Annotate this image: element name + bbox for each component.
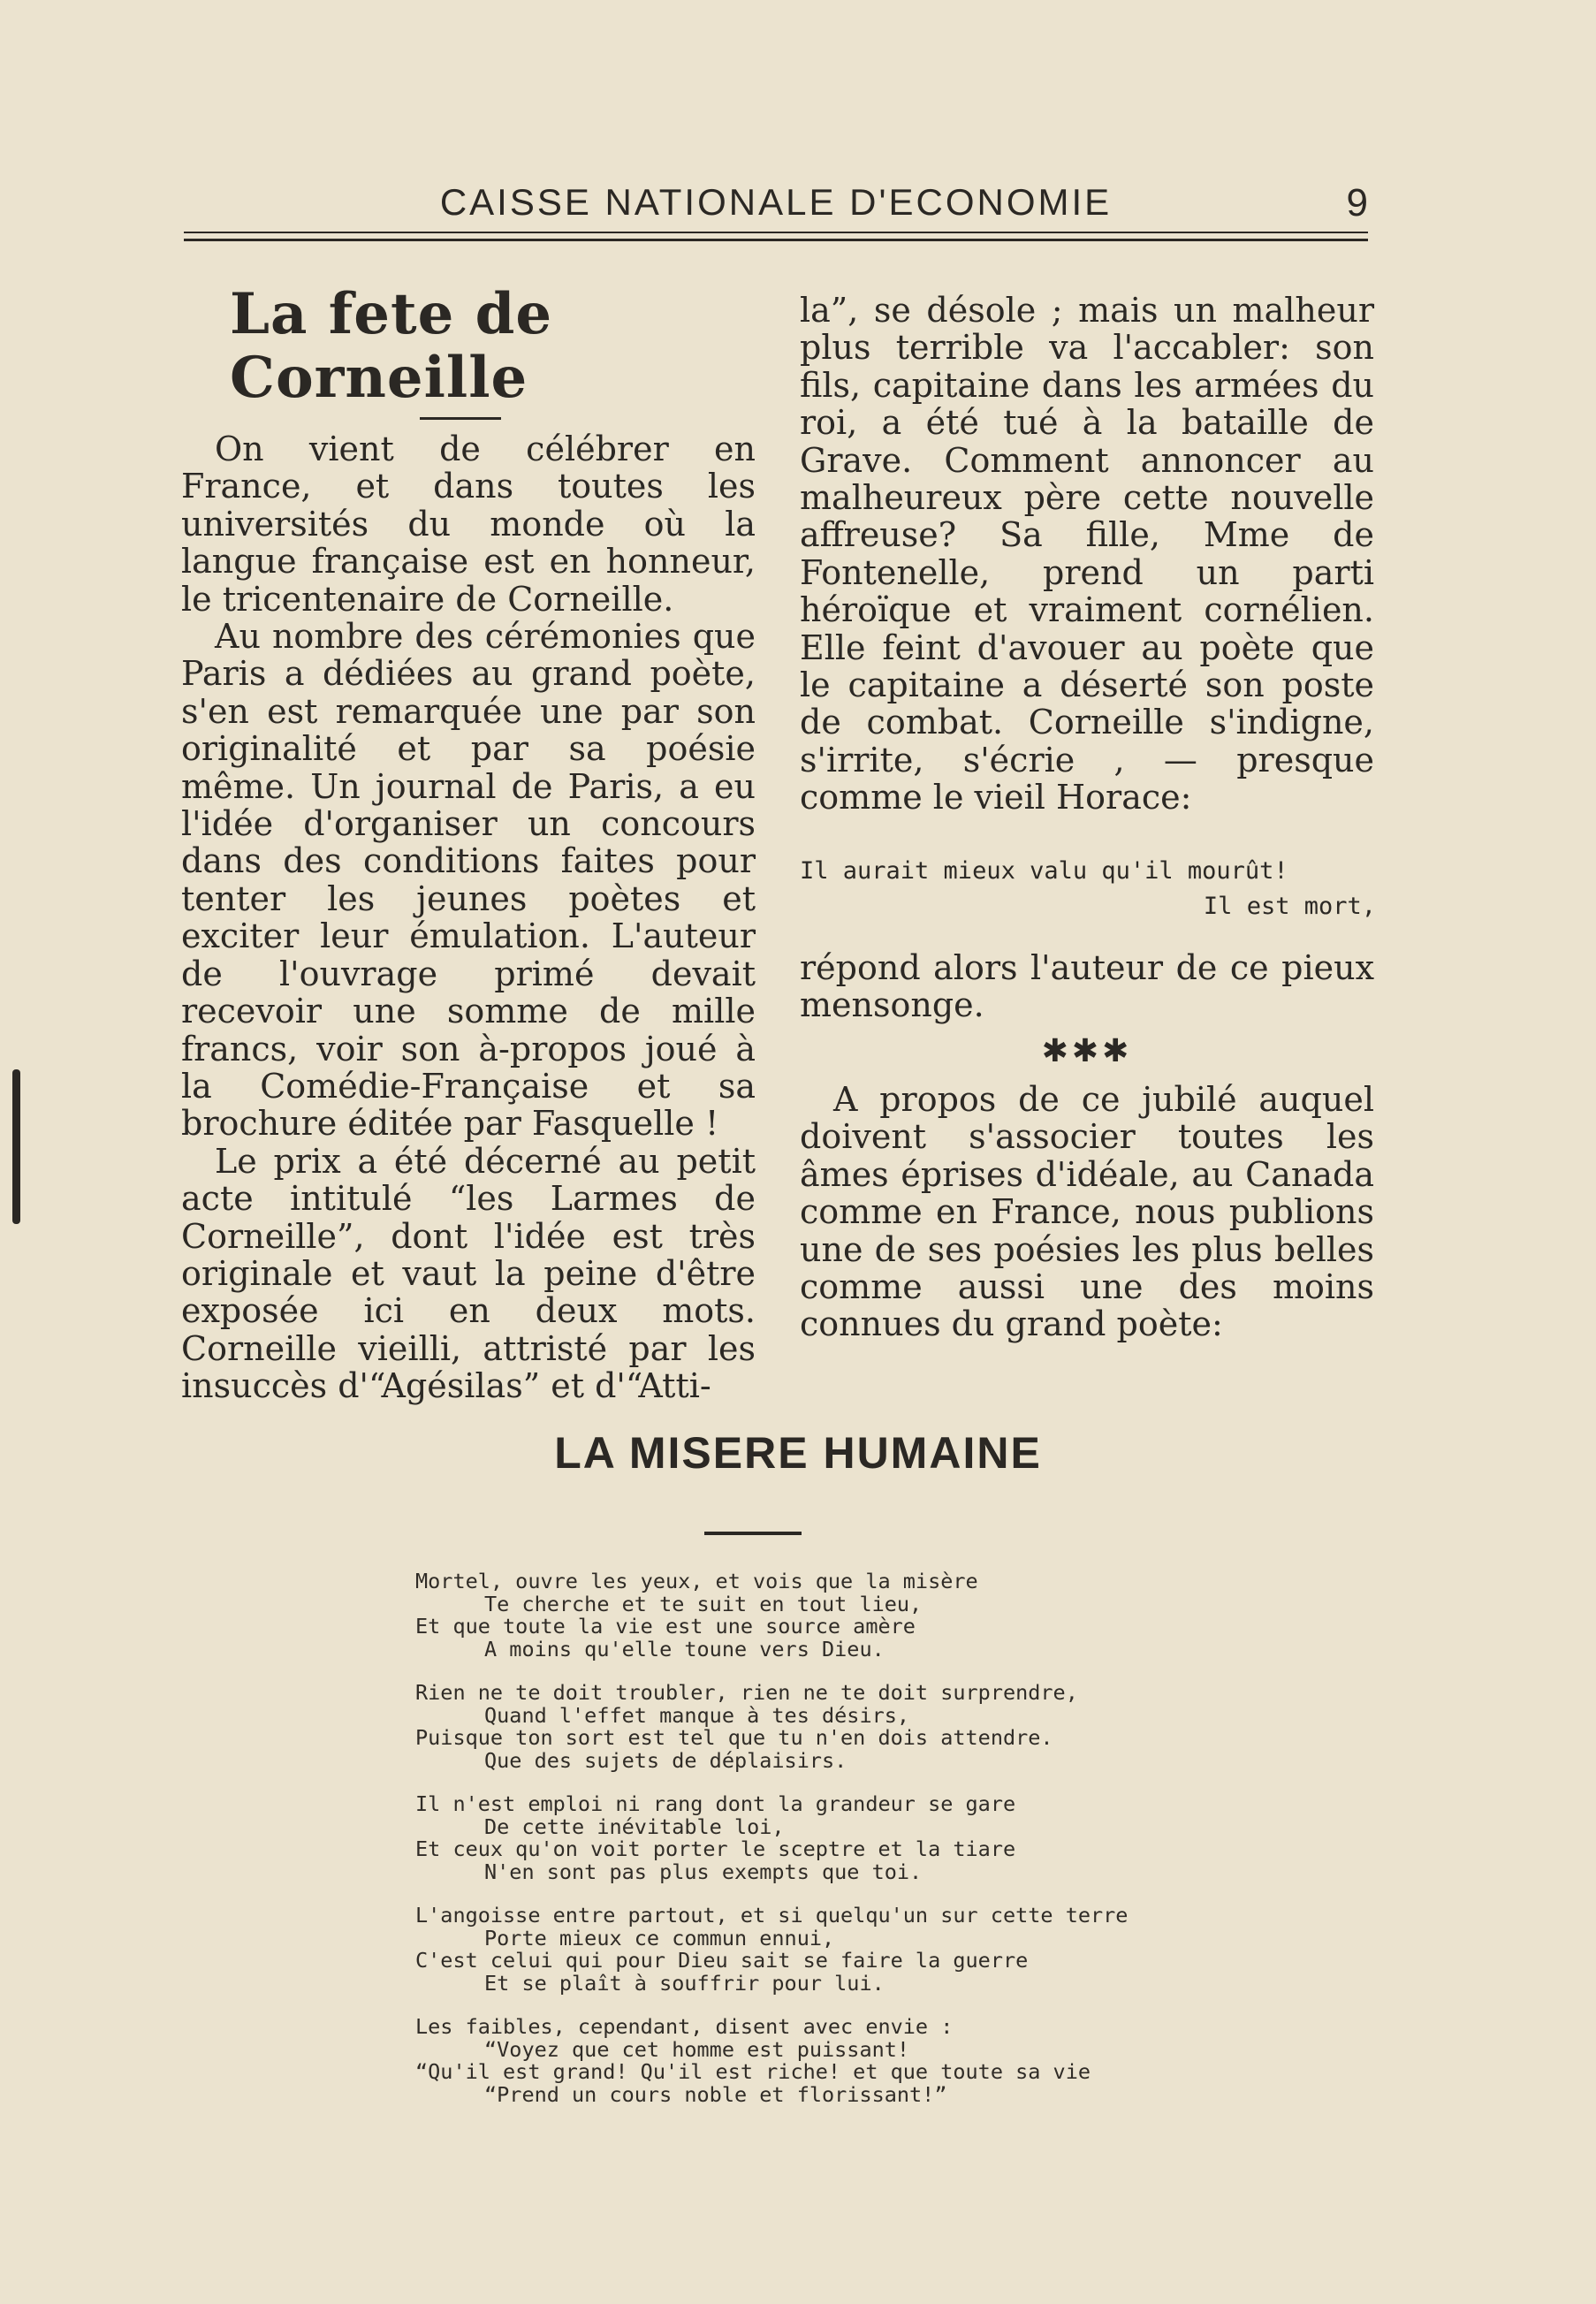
verse: Te cherche et te suit en tout lieu, — [484, 1591, 923, 1616]
left-column — [181, 283, 756, 1405]
paragraph: Au nombre des cérémonies que Paris a dédiées au grand poète, s'en est remarquée une par son originalité et par sa poésie même. Un journal de Paris, a eu l'idée d'organiser un concours dans des conditions faites pour tenter les jeunes poètes et exciter leur émulation. L'auteur de l'ouvrage primé devait recevoir une somme de mille francs, voir son à-propos joué à la Comédie-Française et sa brochure éditée par Fasquelle ! — [181, 617, 756, 1144]
verse: A moins qu'elle toune vers Dieu. — [484, 1636, 885, 1661]
running-header — [184, 181, 1368, 234]
verse: Et ceux qu'on voit porter le sceptre et la tiare — [415, 1836, 1016, 1861]
verse: Et se plaît à souffrir pour lui. — [484, 1970, 885, 1996]
title-divider — [420, 417, 501, 420]
paragraph: On vient de célébrer en France, et dans toutes les universités du monde où la langue française est en honneur, le tricentenaire de Corneille. — [181, 430, 756, 619]
right-column — [800, 292, 1374, 1343]
stanza — [415, 1682, 1246, 1772]
section-separator: ✱✱✱ — [1041, 1032, 1133, 1069]
paragraph: la”, se désole ; mais un malheur plus terrible va l'accabler: son fils, capitaine dans les armées du roi, a été tué à la bataille de Grave. Comment annoncer au malheureux père cette nouvelle affreuse? Sa fille, Mme de Fontenelle, prend un parti héroïque et vraiment cornélien. Elle feint d'avouer au poète que le capitaine a déserté son poste de combat. Corneille s'indigne, s'irrite, s'écrie , — presque comme le vieil Horace: — [800, 291, 1374, 817]
poem-title-divider — [704, 1532, 802, 1535]
verse: Il n'est emploi ni rang dont la grandeur se gare — [415, 1791, 1016, 1816]
verse: L'angoisse entre partout, et si quelqu'un sur cette terre — [415, 1903, 1129, 1928]
verse: Quand l'effet manque à tes désirs, — [484, 1702, 910, 1728]
paragraph: A propos de ce jubilé auquel doivent s'associer toutes les âmes éprises d'idéale, au Canada comme en France, nous publions une de ses poésies les plus belles comme aussi une des moins connues du grand poète: — [800, 1079, 1374, 1344]
quote-line: Il est mort, — [1203, 892, 1376, 920]
header-rule-thick — [184, 239, 1368, 241]
article-title: La fete de Corneille — [230, 281, 553, 411]
paragraph: Le prix a été décerné au petit acte intitulé “les Larmes de Corneille”, dont l'idée est très originale et vaut la peine d'être exposée ici en deux mots. Corneille vieilli, attristé par les insuccès d'“Agésilas” et d'“Atti- — [181, 1141, 756, 1406]
verse: Puisque ton sort est tel que tu n'en dois attendre. — [415, 1725, 1053, 1750]
header-title: CAISSE NATIONALE D'ECONOMIE — [439, 181, 1113, 223]
verse: C'est celui qui pour Dieu sait se faire la guerre — [415, 1948, 1029, 1973]
quote-line: Il aurait mieux valu qu'il mourût! — [800, 856, 1288, 885]
verse: Mortel, ouvre les yeux, et vois que la misère — [415, 1569, 978, 1593]
verse: “Prend un cours noble et florissant!” — [484, 2081, 947, 2107]
verse: “Qu'il est grand! Qu'il est riche! et que toute sa vie — [415, 2059, 1091, 2084]
stanza — [415, 1905, 1246, 1995]
verse: Et que toute la vie est une source amère — [415, 1614, 916, 1639]
binding-mark — [12, 1069, 20, 1224]
verse: “Voyez que cet homme est puissant! — [484, 2036, 910, 2062]
paragraph: répond alors l'auteur de ce pieux mensonge. — [800, 947, 1374, 1025]
poem — [415, 1570, 1246, 2127]
page-number: 9 — [1346, 181, 1368, 224]
verse: De cette inévitable loi, — [484, 1814, 785, 1839]
verse: Que des sujets de déplaisirs. — [484, 1747, 847, 1773]
poem-title: LA MISERE HUMAINE — [554, 1428, 1042, 1478]
verse: Les faibles, cependant, disent avec envie : — [415, 2014, 954, 2039]
stanza — [415, 1570, 1246, 1661]
verse: Porte mieux ce commun ennui, — [484, 1925, 835, 1950]
verse: N'en sont pas plus exempts que toi. — [484, 1859, 923, 1884]
verse: Rien ne te doit troubler, rien ne te doit surprendre, — [415, 1680, 1078, 1705]
header-rule — [184, 232, 1368, 233]
stanza — [415, 1793, 1246, 1883]
stanza — [415, 2016, 1246, 2106]
